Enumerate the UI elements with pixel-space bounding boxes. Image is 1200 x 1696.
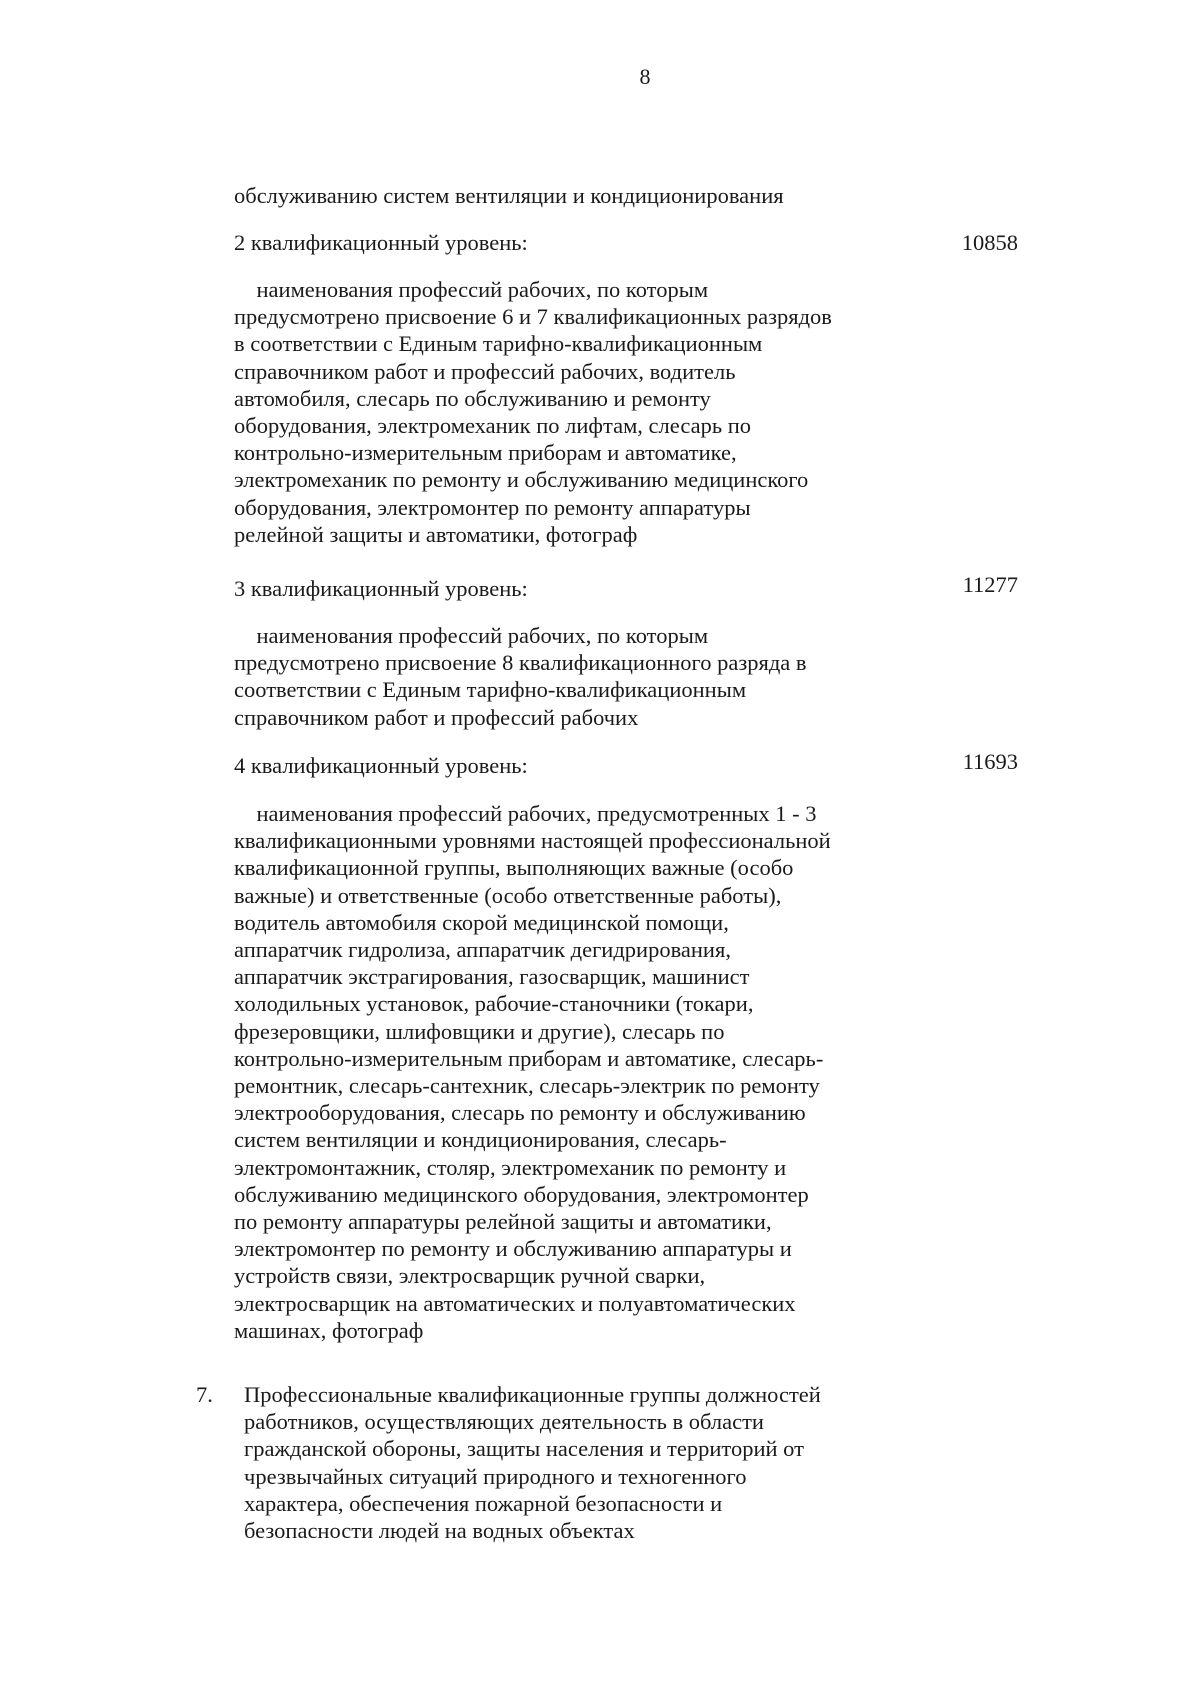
description-line: наименования профессий рабочих, по которым xyxy=(234,623,709,648)
description-line: квалификационной группы, выполняющих важные (особо xyxy=(234,855,794,881)
description-line: контрольно-измерительным приборам и автоматике, слесарь- xyxy=(234,1045,824,1071)
section-title-line: чрезвычайных ситуаций природного и техногенного xyxy=(244,1463,747,1489)
description-line: электросварщик на автоматических и полуавтоматических xyxy=(234,1290,796,1316)
description-line: устройств связи, электросварщик ручной сварки, xyxy=(234,1263,706,1289)
description-line: систем вентиляции и кондиционирования, слесарь- xyxy=(234,1127,727,1153)
description-line: в соответствии с Единым тарифно-квалификационным xyxy=(234,331,763,357)
description-line: квалификационными уровнями настоящей профессиональной xyxy=(234,828,831,854)
level-4-label: 4 квалификационный уровень: xyxy=(234,753,528,778)
description-line: наименования профессий рабочих, предусмотренных 1 - 3 xyxy=(234,801,817,826)
level-4-description xyxy=(234,800,934,1344)
level-3-amount: 11277 xyxy=(962,572,1018,597)
description-line: водитель автомобиля скорой медицинской помощи, xyxy=(234,909,729,935)
page-number: 8 xyxy=(639,64,651,89)
description-line: холодильных установок, рабочие-станочники (токари, xyxy=(234,991,754,1017)
description-line: справочником работ и профессий рабочих xyxy=(234,704,639,730)
description-line: ремонтник, слесарь-сантехник, слесарь-электрик по ремонту xyxy=(234,1073,820,1099)
section-title-line: гражданской обороны, защиты населения и территорий от xyxy=(244,1436,804,1462)
description-line: аппаратчик экстрагирования, газосварщик, машинист xyxy=(234,964,750,990)
description-line: аппаратчик гидролиза, аппаратчик дегидрирования, xyxy=(234,937,731,963)
description-line: автомобиля, слесарь по обслуживанию и ремонту xyxy=(234,385,711,411)
section-title-line: характера, обеспечения пожарной безопасности и xyxy=(244,1490,723,1516)
description-line: предусмотрено присвоение 6 и 7 квалификационных разрядов xyxy=(234,304,832,330)
level-2-label: 2 квалификационный уровень: xyxy=(234,230,528,255)
description-line: фрезеровщики, шлифовщики и другие), слесарь по xyxy=(234,1018,725,1044)
description-line: машинах, фотограф xyxy=(234,1317,424,1343)
description-line: оборудования, электромонтер по ремонту аппаратуры xyxy=(234,494,751,520)
description-line: электрооборудования, слесарь по ремонту и обслуживанию xyxy=(234,1100,806,1126)
level-3-description xyxy=(234,622,934,731)
level-2-description xyxy=(234,276,934,548)
section-title-line: работников, осуществляющих деятельность в области xyxy=(244,1409,764,1435)
description-line: предусмотрено присвоение 8 квалификационного разряда в xyxy=(234,650,807,676)
section-title-line: Профессиональные квалификационные группы должностей xyxy=(244,1382,821,1407)
level-3-label: 3 квалификационный уровень: xyxy=(234,576,528,601)
description-line: электромонтажник, столяр, электромеханик по ремонту и xyxy=(234,1154,787,1180)
description-line: электромонтер по ремонту и обслуживанию аппаратуры и xyxy=(234,1236,792,1262)
description-line: наименования профессий рабочих, по которым xyxy=(234,277,709,302)
description-line: оборудования, электромеханик по лифтам, слесарь по xyxy=(234,413,751,439)
section-7-title xyxy=(244,1381,944,1544)
description-line: релейной защиты и автоматики, фотограф xyxy=(234,521,638,547)
description-line: контрольно-измерительным приборам и автоматике, xyxy=(234,440,737,466)
section-title-line: безопасности людей на водных объектах xyxy=(244,1518,635,1544)
level-4-amount: 11693 xyxy=(962,749,1018,774)
intro-line: обслуживанию систем вентиляции и кондиционирования xyxy=(234,183,784,208)
section-7-number: 7. xyxy=(196,1382,213,1407)
description-line: обслуживанию медицинского оборудования, электромонтер xyxy=(234,1181,809,1207)
description-line: соответствии с Единым тарифно-квалификационным xyxy=(234,677,747,703)
description-line: справочником работ и профессий рабочих, водитель xyxy=(234,358,736,384)
description-line: важные) и ответственные (особо ответственные работы), xyxy=(234,882,782,908)
level-2-amount: 10858 xyxy=(961,230,1018,255)
description-line: электромеханик по ремонту и обслуживанию медицинского xyxy=(234,467,809,493)
description-line: по ремонту аппаратуры релейной защиты и автоматики, xyxy=(234,1209,772,1235)
